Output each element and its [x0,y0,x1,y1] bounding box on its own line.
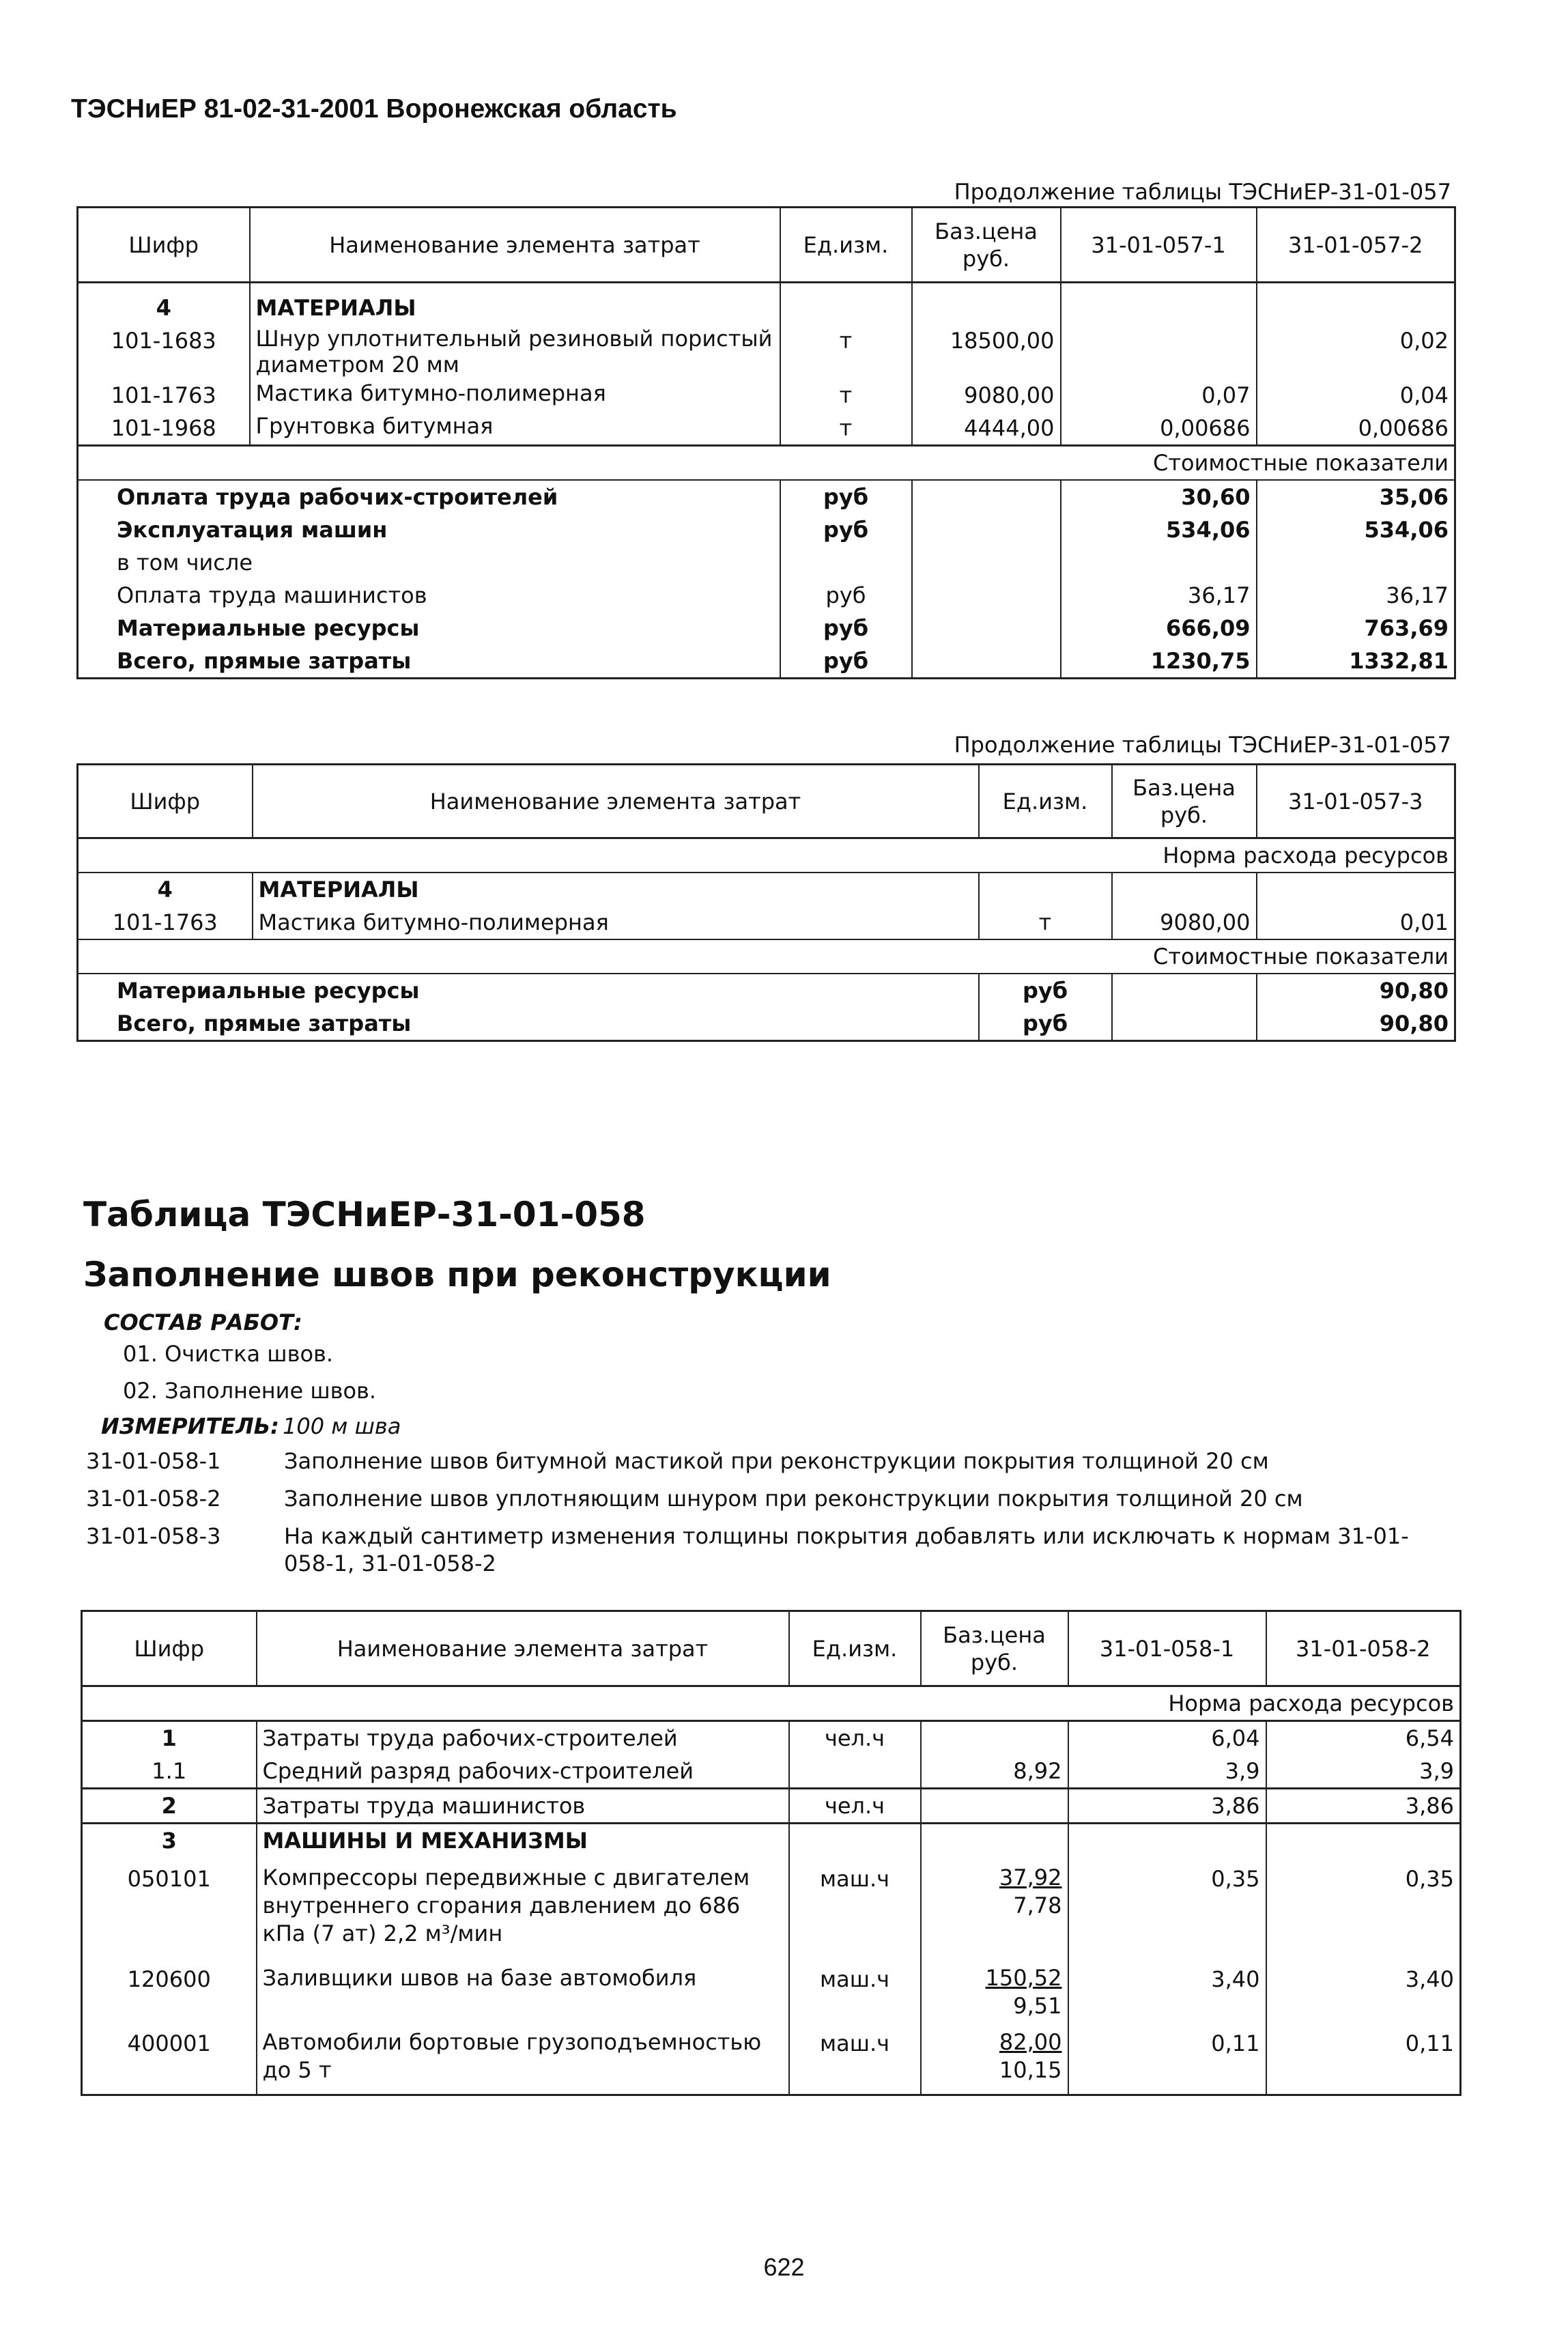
cost-price-empty [912,612,1061,644]
row-value-1: 0,00686 [1061,412,1257,446]
cost-price-empty [912,480,1061,513]
row-name: Затраты труда рабочих-строителей [257,1721,789,1755]
cost-value-1: 534,06 [1061,513,1257,546]
cost-unit: руб [780,612,912,644]
table-row [82,1755,1461,1789]
norm-header: Норма расхода ресурсов [78,838,1455,873]
row-value-1: 6,04 [1068,1721,1266,1755]
row-price [921,2022,1068,2095]
cost-name: в том числе [78,546,780,579]
cost-name: Всего, прямые затраты [78,1007,979,1041]
table-row [78,324,1455,379]
row-value-1: 0,35 [1068,1857,1266,1957]
row-unit: чел.ч [789,1721,921,1755]
cost-name: Всего, прямые затраты [78,644,780,679]
cost-value-1: 90,80 [1257,1007,1455,1041]
row-name: Грунтовка битумная [250,412,780,446]
cost-value-1: 90,80 [1257,974,1455,1007]
row-value-1: 0,11 [1068,2022,1266,2095]
cost-value-1: 1230,75 [1061,644,1257,679]
col-header-norm-1: 31-01-057-1 [1061,208,1257,283]
table-row [82,1789,1461,1824]
col-header-code: Шифр [82,1611,257,1686]
cost-unit: руб [979,974,1112,1007]
cost-unit: руб [979,1007,1112,1041]
col-header-name: Наименование элемента затрат [250,208,780,283]
row-code: 120600 [82,1957,257,2022]
cost-row [78,612,1455,644]
table-row [82,1721,1461,1755]
col-header-price: Баз.цена руб. [921,1611,1068,1686]
row-value-2: 3,9 [1266,1755,1461,1789]
row-value-1: 0,01 [1257,906,1455,939]
row-unit [789,1755,921,1789]
row-value-2: 0,35 [1266,1857,1461,1957]
machine-row [82,2022,1461,2095]
row-price [921,1957,1068,2022]
cost-value-1: 36,17 [1061,579,1257,612]
measure-value: 100 м шва [283,1413,401,1439]
col-header-price: Баз.цена руб. [912,208,1061,283]
resource-table-057-part1 [76,206,1456,679]
row-value-2: 6,54 [1266,1721,1461,1755]
row-code: 1 [82,1721,257,1755]
definition-row [86,1522,1458,1577]
cost-value-2: 1332,81 [1257,644,1455,679]
row-unit: т [979,906,1112,939]
cost-price-empty [1112,974,1257,1007]
cost-value-1: 30,60 [1061,480,1257,513]
cost-value-2: 35,06 [1257,480,1455,513]
cost-unit: руб [780,644,912,679]
definition-text: На каждый сантиметр изменения толщины покрытия добавлять или исключать к нормам 31-01-058-1, 31-01-058-2 [284,1523,1409,1576]
cost-value-2: 763,69 [1257,612,1455,644]
row-unit: маш.ч [789,1857,921,1957]
cost-name: Эксплуатация машин [78,513,780,546]
row-unit: маш.ч [789,1957,921,2022]
row-unit: маш.ч [789,2022,921,2095]
cost-price-empty [912,644,1061,679]
row-value-2: 0,04 [1257,379,1455,412]
cost-row [78,513,1455,546]
section-code: 3 [82,1824,257,1858]
table-row [78,379,1455,412]
definition-text: Заполнение швов уплотняющим шнуром при реконструкции покрытия толщиной 20 см [284,1486,1303,1512]
row-value-2: 3,40 [1266,1957,1461,2022]
col-header-unit: Ед.изм. [789,1611,921,1686]
definition-text: Заполнение швов битумной мастикой при реконструкции покрытия толщиной 20 см [284,1448,1269,1474]
row-code: 2 [82,1789,257,1824]
col-header-unit: Ед.изм. [780,208,912,283]
cost-value-2: 534,06 [1257,513,1455,546]
row-code: 101-1763 [78,906,253,939]
definition-code: 31-01-058-1 [86,1448,221,1474]
work-item: 01. Очистка швов. [123,1341,334,1367]
row-value-1: 3,86 [1068,1789,1266,1824]
row-value-2: 0,00686 [1257,412,1455,446]
work-item: 02. Заполнение швов. [123,1378,377,1404]
cost-header: Стоимостные показатели [78,446,1455,481]
cost-price-empty [912,579,1061,612]
cost-name: Оплата труда машинистов [78,579,780,612]
cost-name: Материальные ресурсы [78,612,780,644]
table-row [78,412,1455,446]
row-price: 9080,00 [912,379,1061,412]
section-row [78,283,1455,325]
definition-row [86,1485,1458,1512]
cost-unit [780,546,912,579]
col-header-norm-2: 31-01-057-2 [1257,208,1455,283]
cost-row [78,974,1455,1007]
machine-row [82,1857,1461,1957]
row-unit: т [780,379,912,412]
row-code: 101-1763 [78,379,250,412]
page-header: ТЭСНиЕР 81-02-31-2001 Воронежская область [71,94,677,124]
row-code: 101-1968 [78,412,250,446]
table-continuation-label: Продолжение таблицы ТЭСНиЕР-31-01-057 [954,179,1451,205]
norm-definitions [86,1447,1458,1587]
cost-name: Оплата труда рабочих-строителей [78,480,780,513]
col-header-unit: Ед.изм. [979,765,1112,838]
price-base: 150,52 [985,1965,1062,1991]
row-value-1: 3,40 [1068,1957,1266,2022]
row-name: Мастика битумно-полимерная [250,379,780,412]
cost-row [78,480,1455,513]
col-header-name: Наименование элемента затрат [257,1611,789,1686]
row-code: 101-1683 [78,324,250,379]
row-value-2: 0,02 [1257,324,1455,379]
cost-value-1 [1061,546,1257,579]
cost-unit: руб [780,513,912,546]
col-header-code: Шифр [78,765,253,838]
cost-header: Стоимостные показатели [78,939,1455,974]
col-header-norm-3: 31-01-057-3 [1257,765,1455,838]
cost-row [78,1007,1455,1041]
col-header-norm-1: 31-01-058-1 [1068,1611,1266,1686]
section-code: 4 [78,283,250,325]
section-name: МАТЕРИАЛЫ [253,873,979,906]
cost-row [78,644,1455,679]
col-header-norm-2: 31-01-058-2 [1266,1611,1461,1686]
col-header-price: Баз.цена руб. [1112,765,1257,838]
measure-line [101,1413,401,1439]
row-name: Автомобили бортовые грузоподъемностью до 5 т [257,2022,789,2095]
measure-label: ИЗМЕРИТЕЛЬ: [101,1413,279,1439]
cost-value-2: 36,17 [1257,579,1455,612]
definition-code: 31-01-058-3 [86,1523,221,1549]
row-price [921,1721,1068,1755]
price-base: 37,92 [999,1865,1062,1890]
col-header-code: Шифр [78,208,250,283]
cost-row [78,579,1455,612]
col-header-name: Наименование элемента затрат [253,765,979,838]
row-code: 050101 [82,1857,257,1957]
table-continuation-label: Продолжение таблицы ТЭСНиЕР-31-01-057 [954,732,1451,758]
row-value-1: 0,07 [1061,379,1257,412]
price-wages: 10,15 [999,2057,1062,2083]
price-base: 82,00 [999,2029,1062,2055]
cost-price-empty [1112,1007,1257,1041]
norm-header: Норма расхода ресурсов [82,1686,1461,1721]
row-price: 8,92 [921,1755,1068,1789]
cost-row [78,546,1455,579]
row-unit: т [780,412,912,446]
price-wages: 7,78 [1013,1893,1062,1918]
cost-price-empty [912,546,1061,579]
row-unit: т [780,324,912,379]
cost-value-2 [1257,546,1455,579]
row-value-1: 3,9 [1068,1755,1266,1789]
section-name: МАШИНЫ И МЕХАНИЗМЫ [257,1824,789,1858]
row-name: Мастика битумно-полимерная [253,906,979,939]
cost-name: Материальные ресурсы [78,974,979,1007]
work-composition-label: СОСТАВ РАБОТ: [104,1309,302,1335]
row-name: Средний разряд рабочих-строителей [257,1755,789,1789]
resource-table-058 [81,1610,1462,2096]
price-wages: 9,51 [1013,1993,1062,2019]
row-value-2: 3,86 [1266,1789,1461,1824]
section-name: МАТЕРИАЛЫ [250,283,780,325]
row-code: 400001 [82,2022,257,2095]
row-unit: чел.ч [789,1789,921,1824]
row-value-2: 0,11 [1266,2022,1461,2095]
row-price: 18500,00 [912,324,1061,379]
resource-table-057-part2 [76,763,1456,1042]
definition-row [86,1447,1458,1475]
cost-value-1: 666,09 [1061,612,1257,644]
row-name: Заливщики швов на базе автомобиля [257,1957,789,2022]
definition-code: 31-01-058-2 [86,1486,221,1512]
row-price [921,1789,1068,1824]
table-title: Таблица ТЭСНиЕР-31-01-058 [83,1195,646,1234]
row-value-1 [1061,324,1257,379]
page-number: 622 [763,2253,805,2281]
machine-row [82,1957,1461,2022]
row-price: 9080,00 [1112,906,1257,939]
row-name: Шнур уплотнительный резиновый пористый диаметром 20 мм [250,324,780,379]
section-code: 4 [78,873,253,906]
cost-unit: руб [780,480,912,513]
table-row [78,906,1455,939]
row-price [921,1857,1068,1957]
cost-unit: руб [780,579,912,612]
row-price: 4444,00 [912,412,1061,446]
row-name: Компрессоры передвижные с двигателем внутреннего сгорания давлением до 686 кПа (7 ат) 2,2 м³/мин [257,1857,789,1957]
cost-price-empty [912,513,1061,546]
row-code: 1.1 [82,1755,257,1789]
row-name: Затраты труда машинистов [257,1789,789,1824]
table-subtitle: Заполнение швов при реконструкции [83,1255,831,1294]
